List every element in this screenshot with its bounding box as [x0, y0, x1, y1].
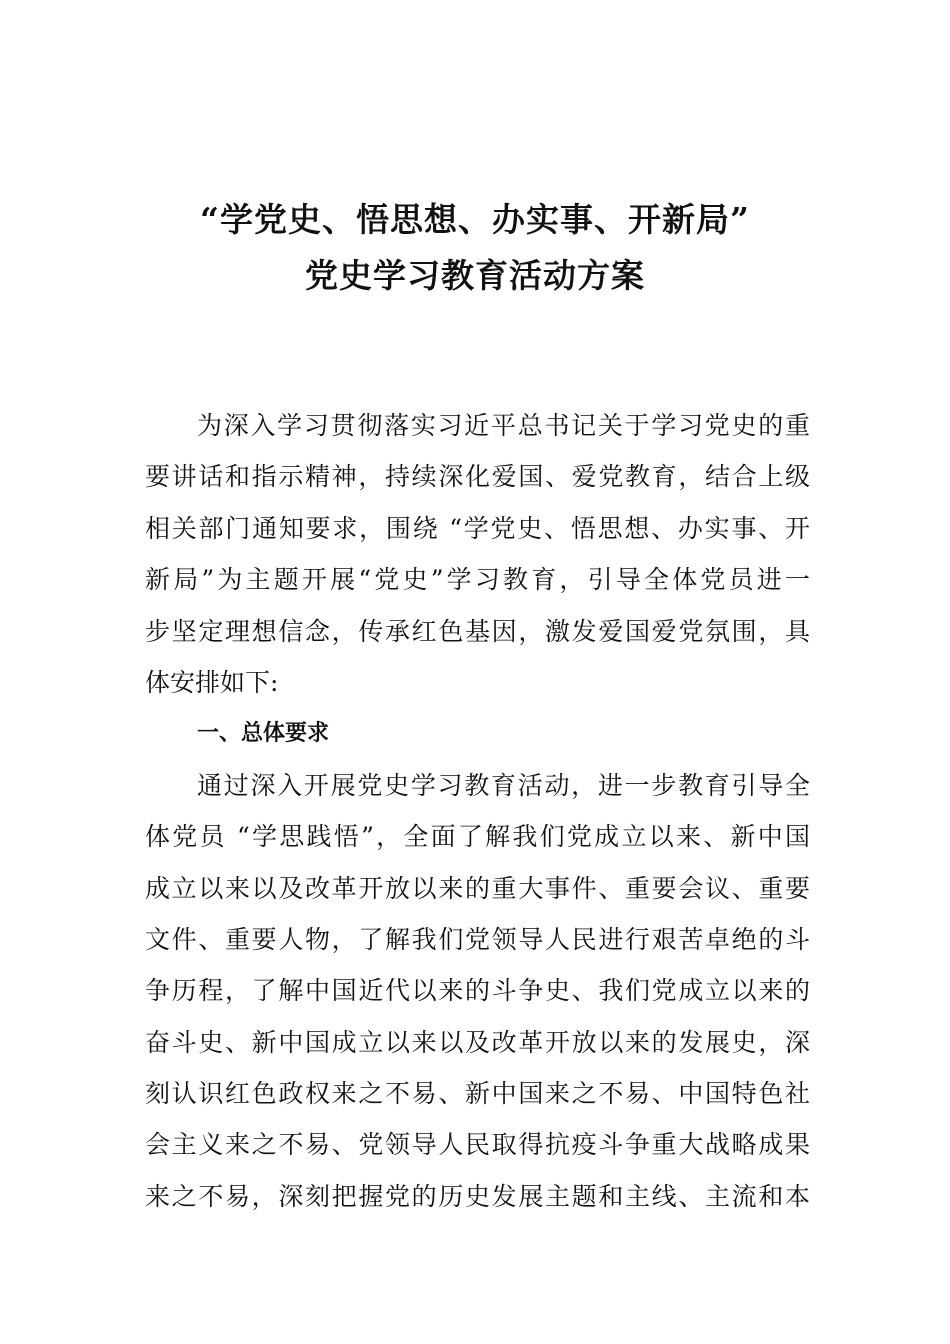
paragraph-line: 成立以来以及改革开放以来的重大事件、重要会议、重要 — [145, 873, 810, 903]
paragraph-line: 争历程，了解中国近代以来的斗争史、我们党成立以来的 — [145, 976, 810, 1006]
document-title — [0, 192, 950, 304]
paragraph-line: 通过深入开展党史学习教育活动，进一步教育引导全 — [197, 770, 810, 800]
paragraph-line: 体党员 “学思践悟”，全面了解我们党成立以来、新中国 — [145, 822, 810, 852]
paragraph-line: 为深入学习贯彻落实习近平总书记关于学习党史的重 — [197, 411, 810, 440]
paragraph-line: 奋斗史、新中国成立以来以及改革开放以来的发展史，深 — [145, 1027, 810, 1057]
paragraph-line: 要讲话和指示精神，持续深化爱国、爱党教育，结合上级 — [145, 462, 810, 492]
paragraph-line: 刻认识红色政权来之不易、新中国来之不易、中国特色社 — [145, 1079, 810, 1109]
paragraph-requirements — [145, 760, 810, 1223]
paragraph-line: 步坚定理想信念，传承红色基因，激发爱国爱党氛围，具 — [145, 616, 810, 646]
title-line-2: 党史学习教育活动方案 — [305, 256, 645, 295]
paragraph-line: 相关部门通知要求，围绕 “学党史、悟思想、办实事、开 — [145, 513, 810, 543]
paragraph-line: 会主义来之不易、党领导人民取得抗疫斗争重大战略成果 — [145, 1130, 810, 1160]
paragraph-line: 新局”为主题开展“党史”学习教育，引导全体党员进一 — [145, 565, 810, 595]
paragraph-line: 文件、重要人物，了解我们党领导人民进行艰苦卓绝的斗 — [145, 924, 810, 954]
section-heading: 一、总体要求 — [197, 721, 330, 747]
paragraph-intro — [145, 400, 810, 708]
document-body — [145, 400, 810, 1222]
paragraph-line: 体安排如下: — [145, 667, 279, 697]
title-line-1: “学党史、悟思想、办实事、开新局” — [200, 200, 750, 239]
paragraph-line: 来之不易，深刻把握党的历史发展主题和主线、主流和本 — [145, 1181, 810, 1211]
